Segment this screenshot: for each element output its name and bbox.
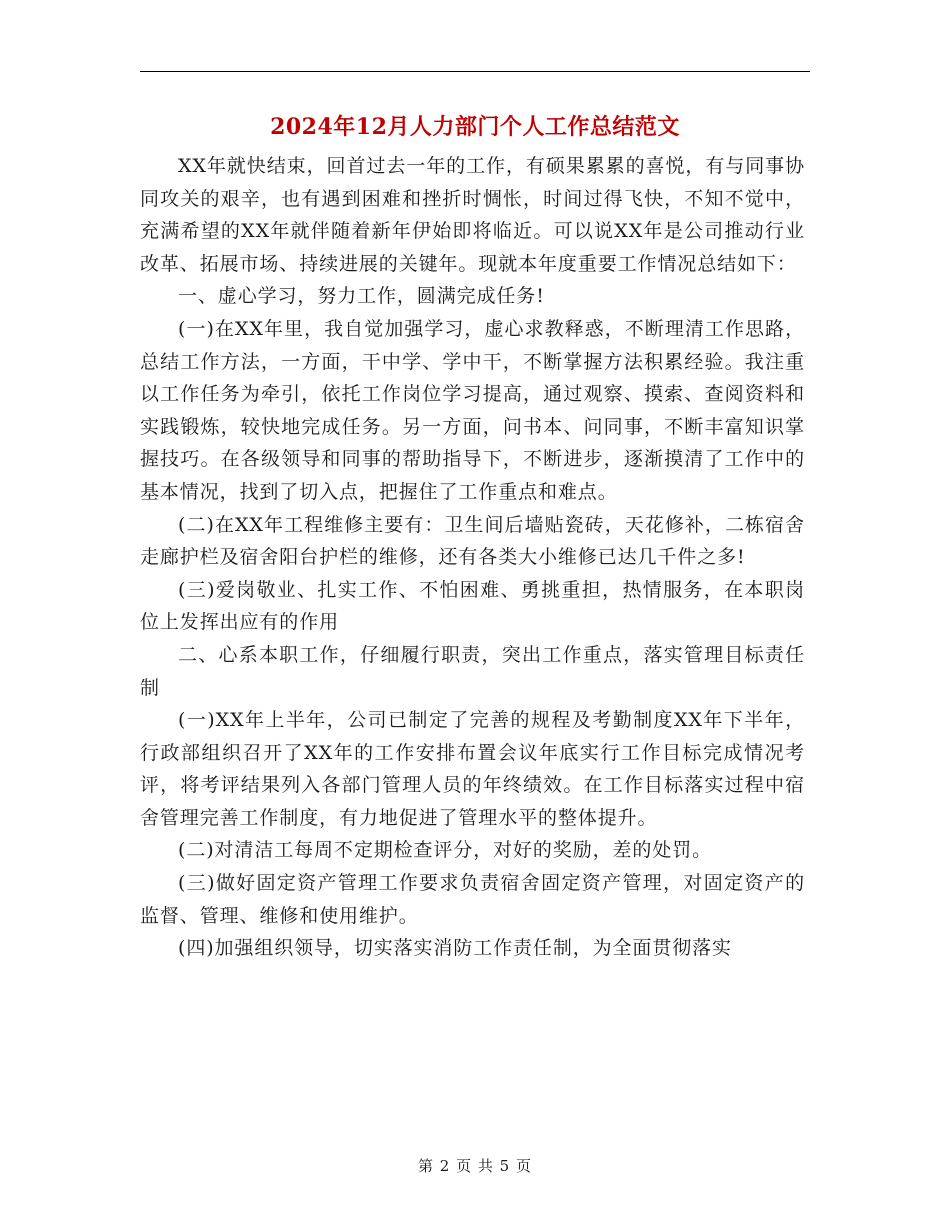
body-paragraph-2-4: (四)加强组织领导，切实落实消防工作责任制，为全面贯彻落实 [178, 937, 732, 960]
page-number-label: 第 2 页 共 5 页 [418, 1157, 532, 1175]
body-paragraph-1-1: (一)在XX年里，我自觉加强学习，虚心求教释惑，不断理清工作思路，总结工作方法，一方面，干中学、学中干，不断掌握方法积累经验。我注重以工作任务为牵引，依托工作岗位学习提高，通过观察、摸索、查阅资料和实践锻炼，较快地完成任务。另一方面，问书本、问同事，不断丰富知识掌握技巧。在各级领导和同事的帮助指导下，不断进步，逐渐摸清了工作中的基本情况，找到了切入点，把握住了工作重点和难点。 [140, 317, 805, 503]
section-heading-1: 一、虚心学习，努力工作，圆满完成任务! [178, 285, 545, 308]
body-paragraph-1-3: (三)爱岗敬业、扎实工作、不怕困难、勇挑重担，热情服务，在本职岗位上发挥出应有的作用 [140, 578, 805, 634]
body-paragraph-2-1: (一)XX年上半年，公司已制定了完善的规程及考勤制度XX年下半年，行政部组织召开了XX年的工作安排布置会议年底实行工作目标完成情况考评，将考评结果列入各部门管理人员的年终绩效。在工作目标落实过程中宿舍管理完善工作制度，有力地促进了管理水平的整体提升。 [140, 709, 805, 829]
page-footer [0, 1155, 950, 1176]
section-heading-2: 二、心系本职工作，仔细履行职责，突出工作重点，落实管理目标责任制 [140, 643, 805, 699]
body-paragraph-1-2: (二)在XX年工程维修主要有：卫生间后墙贴瓷砖，天花修补，二栋宿舍走廊护栏及宿舍阳台护栏的维修，还有各类大小维修已达几千件之多! [140, 513, 805, 569]
document-title: 2024年12月人力部门个人工作总结范文 [270, 114, 680, 140]
body-paragraph-2-2: (二)对清洁工每周不定期检查评分，对好的奖励，差的处罚。 [178, 839, 713, 862]
body-paragraph-2-3: (三)做好固定资产管理工作要求负责宿舍固定资产管理，对固定资产的监督、管理、维修和使用维护。 [140, 872, 805, 927]
header-rule [140, 71, 810, 72]
body-paragraph-intro: XX年就快结束，回首过去一年的工作，有硕果累累的喜悦，有与同事协同攻关的艰辛，也有遇到困难和挫折时惆怅，时间过得飞快，不知不觉中，充满希望的XX年就伴随着新年伊始即将临近。可以说XX年是公司推动行业改革、拓展市场、持续进展的关键年。现就本年度重要工作情况总结如下： [140, 155, 805, 275]
document-body [140, 150, 805, 965]
